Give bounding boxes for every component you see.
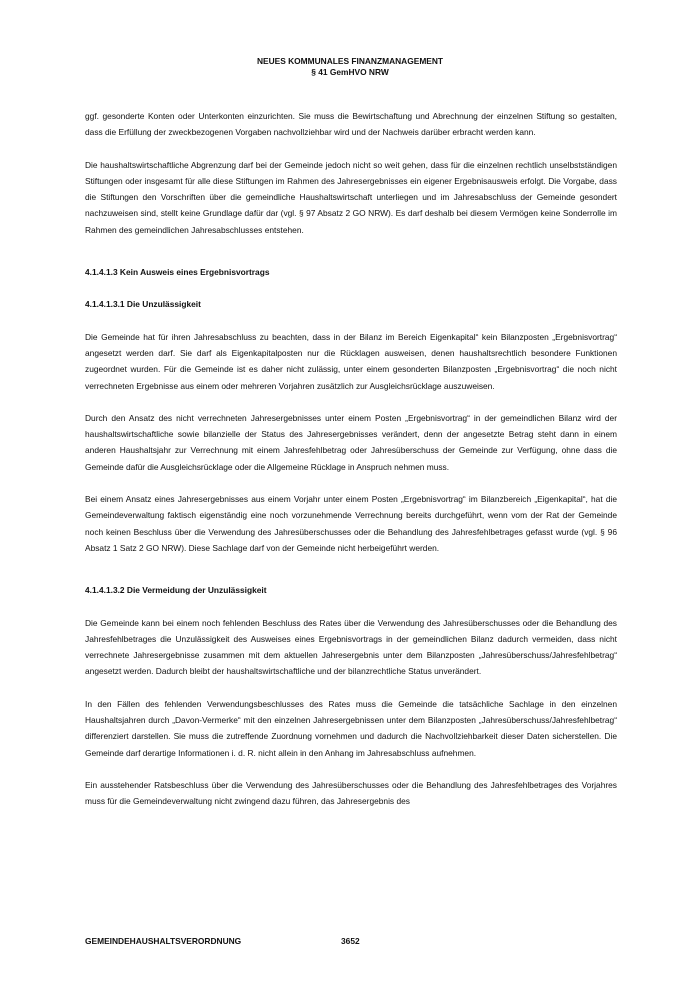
paragraph: Die Gemeinde kann bei einem noch fehlenden Beschluss des Rates über die Verwendung des Jahresüberschusses oder die Behandlung des Jahresfehlbetrages die Unzulässigkeit des Ausweises eines Ergebnisvortrags in der gemeindlichen Bilanz dadurch vermeiden, dass nicht verrechnete Jahresergebnisse zusammen mit dem aktuellen Jahresergebnis unter dem Bilanzposten „Jahresüberschuss/Jahresfehlbetrag“ angesetzt werden. Dadurch bleibt der haushaltswirtschaftliche und der bilanzrechtliche Status unverändert. (85, 617, 617, 677)
paragraph: Bei einem Ansatz eines Jahresergebnisses aus einem Vorjahr unter einem Posten „Ergebnisvortrag“ im Bilanzbereich „Eigenkapital“, hat die Gemeindeverwaltung faktisch eigenständig eine noch vorzunehmende Verrechnung bereits durchgeführt, wenn vom der Rat der Gemeinde noch keinen Beschluss über die Verwendung des Jahresüberschusses oder die Behandlung des Jahresfehlbetrages gefasst wurde (vgl. § 96 Absatz 1 Satz 2 GO NRW). Diese Sachlage darf von der Gemeinde nicht herbeigeführt werden. (85, 494, 617, 553)
paragraph: Die Gemeinde hat für ihren Jahresabschluss zu beachten, dass in der Bilanz im Bereich Eigenkapital“ kein Bilanzposten „Ergebnisvortrag“ angesetzt werden darf. Sie darf als Eigenkapitalposten nur die Rücklagen ausweisen, denen haushaltsrechtlich besondere Funktionen zugeordnet wurden. Für die Gemeinde ist es daher nicht zulässig, unter einem gesonderten Bilanzposten „Ergebnisvortrag“ die noch nicht verrechneten Ergebnisse aus einem oder mehreren Vorjahren zusätzlich zur Ausgleichsrücklage auszuweisen. (85, 331, 617, 391)
page-footer (85, 936, 360, 946)
page-header (0, 56, 700, 78)
paragraph: ggf. gesonderte Konten oder Unterkonten einzurichten. Sie muss die Bewirtschaftung und Abrechnung der einzelnen Stiftung so gestalten, dass die Erfüllung der zweckbezogenen Vorgaben nachvollziehbar wird und der Nachweis darüber erbracht werden kann. (85, 111, 617, 138)
paragraph: In den Fällen des fehlenden Verwendungsbeschlusses des Rates muss die Gemeinde die tatsächliche Sachlage in den einzelnen Haushaltsjahren durch „Davon-Vermerke“ mit den einzelnen Jahresergebnissen unter dem Bilanzposten „Jahresüberschuss/Jahresfehlbetrag“ differenziert darstellen. Sie muss die zutreffende Zuordnung vornehmen und dadurch die Nachvollziehbarkeit dieser Daten sicherstellen. Die Gemeinde darf derartige Informationen i. d. R. nicht allein in den Anhang im Jahresabschluss aufnehmen. (85, 698, 617, 758)
paragraph: Durch den Ansatz des nicht verrechneten Jahresergebnisses unter einem Posten „Ergebnisvortrag“ in der gemeindlichen Bilanz wird der haushaltswirtschaftliche sowie bilanzielle der Status des Jahresergebnisses verändert, denn der angesetzte Betrag steht dann in einem anderen Haushaltsjahr zur Verrechnung mit einem Jahresfehlbetrag oder Jahresüberschuss der Gemeinde zur Verfügung, ohne dass die Gemeinde dafür die Ausgleichsrücklage oder die Allgemeine Rücklage in Anspruch nehmen muss. (85, 412, 617, 472)
page-body (85, 108, 617, 810)
header-title: NEUES KOMMUNALES FINANZMANAGEMENT (256, 56, 444, 66)
paragraph: Die haushaltswirtschaftliche Abgrenzung darf bei der Gemeinde jedoch nicht so weit gehen, dass für die einzelnen rechtlich unselbstständigen Stiftungen oder insgesamt für alle diese Stiftungen im Rahmen des Jahresergebnisses ein eigener Ergebnisausweis erfolgt. Die Vorgabe, dass die Stiftungen den Vorschriften über die gemeindliche Haushaltswirtschaft unterliegen und im Jahresabschluss der Gemeinde gesondert nachzuweisen sind, stellt keine Grundlage dafür dar (vgl. § 97 Absatz 2 GO NRW). Es darf deshalb bei diesem Vermögen keine Sonderrolle im Rahmen des gemeindlichen Jahresabschlusses entstehen. (85, 159, 617, 235)
page-number: 3652 (341, 936, 360, 946)
header-subtitle: § 41 GemHVO NRW (311, 67, 389, 77)
section-heading: 4.1.4.1.3 Kein Ausweis eines Ergebnisvortrags (85, 267, 270, 278)
footer-title: GEMEINDEHAUSHALTSVERORDNUNG (85, 936, 242, 946)
subsection-heading: 4.1.4.1.3.1 Die Unzulässigkeit (85, 299, 201, 310)
paragraph: Ein ausstehender Ratsbeschluss über die Verwendung des Jahresüberschusses oder die Behandlung des Jahresfehlbetrages des Vorjahres muss für die Gemeindeverwaltung nicht zwingend dazu führen, das Jahresergebnis des (85, 779, 617, 807)
subsection-heading: 4.1.4.1.3.2 Die Vermeidung der Unzulässigkeit (85, 585, 267, 596)
